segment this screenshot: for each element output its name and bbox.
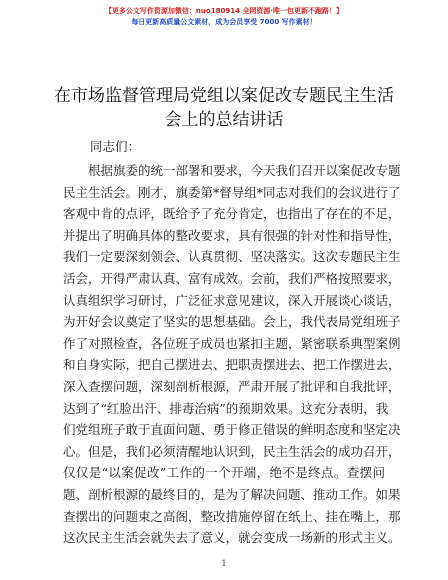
body-line: 根据旗委的统一部署和要求，今天我们召开以案促改专题 — [88, 163, 401, 178]
body-line: 客观中肯的点评，既给予了充分肯定，也指出了存在的不足， — [63, 206, 401, 222]
body-line: 题、剖析根源的最终目的，是为了解决问题、推动工作。如果 — [63, 486, 401, 502]
body-text — [63, 160, 401, 549]
greeting: 同志们： — [90, 139, 141, 154]
body-line: 为开好会议奠定了坚实的思想基础。会上，我代表局党组班子 — [63, 314, 401, 330]
body-line: 和自身实际，把自己摆进去、把职责摆进去、把工作摆进去， — [63, 357, 401, 373]
body-line: 我们一定要深刻领会、认真贯彻、坚决落实。这次专题民主生 — [63, 249, 401, 265]
promo-banner — [0, 6, 448, 28]
page-number: 1 — [221, 559, 227, 568]
body-line: 作了对照检查，各位班子成员也紧扣主题，紧密联系典型案例 — [63, 335, 401, 351]
body-line: 这次民主生活会就失去了意义，就会变成一场新的形式主义。 — [63, 530, 401, 546]
body-line: 心。但是，我们必须清醒地认识到，民主生活会的成功召开， — [63, 443, 401, 459]
promo-line-2: 每日更新高质量公文素材，成为会员享受 7000 写作素材！ — [131, 18, 317, 26]
body-line: 仅仅是“以案促改”工作的一个开端，绝不是终点。查摆问 — [63, 465, 385, 481]
body-line: 达到了“红脸出汗、排毒治病”的预期效果。这充分表明，我 — [63, 400, 389, 416]
body-line: 们党组班子敢于直面问题、勇于修正错误的鲜明态度和坚定决 — [63, 422, 401, 438]
promo-line-1: 【更多公文写作资源加微信：nuo180914 全网资源·唯一包更新不跑路！】 — [104, 7, 344, 15]
body-line: 民主生活会。刚才，旗委第*督导组*同志对我们的会议进行了 — [63, 184, 401, 200]
body-line: 深入查摆问题，深刻剖析根源，严肃开展了批评和自我批评， — [63, 378, 401, 394]
document-title — [40, 84, 408, 132]
body-line: 活会，开得严肃认真、富有成效。会前，我们严格按照要求， — [63, 270, 401, 286]
body-line: 并提出了明确具体的整改要求，具有很强的针对性和指导性， — [63, 227, 401, 243]
title-line-1: 在市场监督管理局党组以案促改专题民主生活 — [54, 86, 394, 106]
body-line: 认真组织学习研讨，广泛征求意见建议，深入开展谈心谈话， — [63, 292, 401, 308]
body-line: 查摆出的问题束之高阁，整改措施停留在纸上、挂在嘴上，那 — [63, 508, 401, 524]
title-line-2: 会上的总结讲话 — [164, 110, 284, 130]
